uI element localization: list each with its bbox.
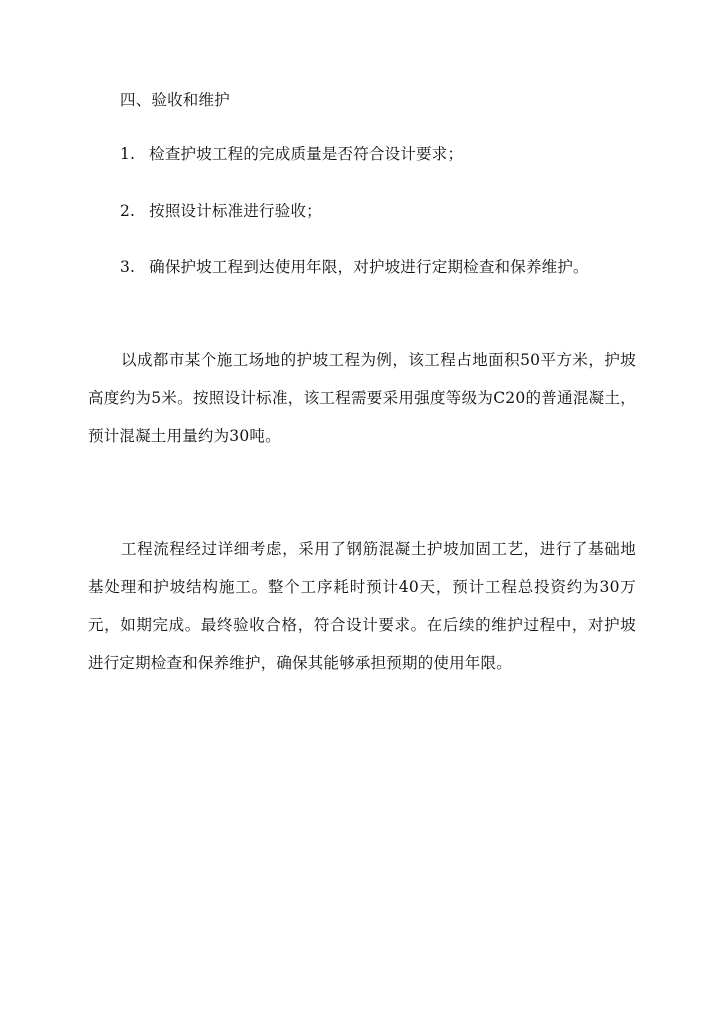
- list-item-number: 3.: [120, 258, 136, 276]
- list-item: [120, 144, 672, 164]
- list-item-text: 按照设计标准进行验收；: [149, 202, 322, 220]
- paragraph-process-summary: 工程流程经过详细考虑，采用了钢筋混凝土护坡加固工艺，进行了基础地基处理和护坡结构施工。整个工序耗时预计40天，预计工程总投资约为30万元，如期完成。最终验收合格，符合设计要求。在后续的维护过程中，对护坡进行定期检查和保养维护，确保其能够承担预期的使用年限。: [88, 540, 636, 672]
- list-item-text: 检查护坡工程的完成质量是否符合设计要求；: [149, 145, 464, 163]
- list-item-number: 2.: [120, 202, 136, 220]
- list-item: [120, 201, 672, 221]
- section-heading: 四、验收和维护: [120, 91, 230, 109]
- list-item-text: 确保护坡工程到达使用年限，对护坡进行定期检查和保养维护。: [149, 258, 589, 276]
- list-item-number: 1.: [120, 145, 136, 163]
- list-item: [120, 257, 672, 277]
- paragraph-project-example: 以成都市某个施工场地的护坡工程为例，该工程占地面积50平方米，护坡高度约为5米。按照设计标准，该工程需要采用强度等级为C20的普通混凝土，预计混凝土用量约为30吨。: [88, 351, 636, 445]
